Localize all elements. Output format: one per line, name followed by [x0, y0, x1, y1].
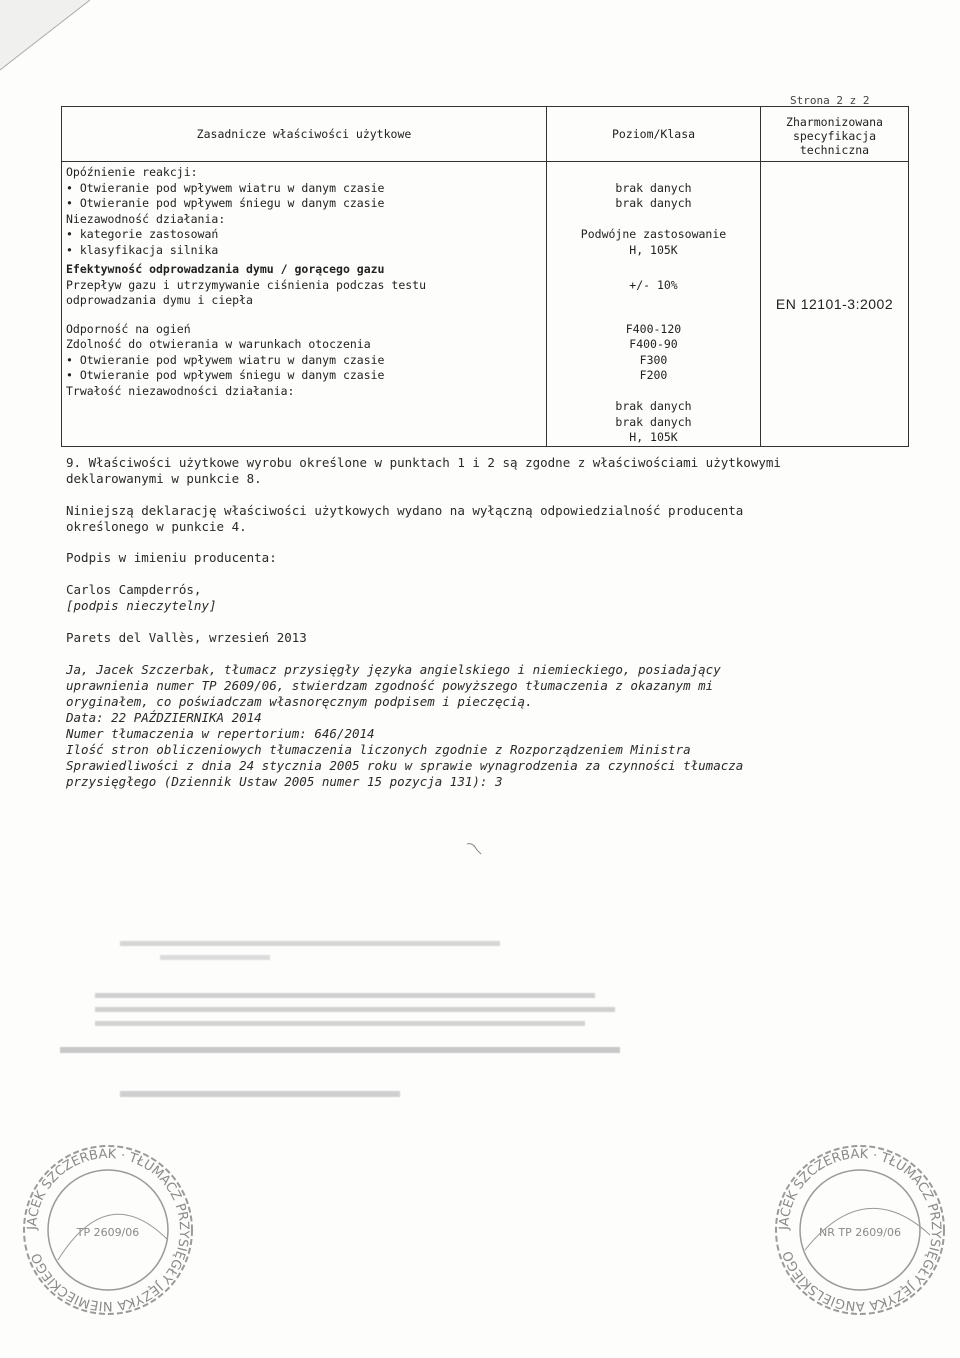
row-label: Przepływ gazu i utrzymywanie ciśnienia podczas testu	[66, 277, 427, 292]
header-level: Poziom/Klasa	[547, 107, 761, 162]
left-translator-stamp	[18, 1140, 198, 1320]
declaration-line1: Niniejszą deklarację właściwości użytkowych wydano na wyłączną odpowiedzialność producenta	[66, 503, 744, 518]
translator-line: Ja, Jacek Szczerbak, tłumacz przysięgły języka angielskiego i niemieckiego, posiadający	[66, 662, 721, 677]
row-label: Trwałość niezawodności działania:	[66, 383, 295, 398]
row-level: Podwójne zastosowanie	[580, 227, 727, 241]
row-level: F200	[639, 368, 668, 382]
row-level: F400-120	[625, 321, 682, 336]
row-level: F300	[639, 352, 668, 367]
row-label: • Otwieranie pod wpływem śniegu w danym czasie	[66, 368, 385, 382]
header-spec: Zharmonizowana specyfikacja techniczna	[761, 107, 909, 162]
signer-note: [podpis nieczytelny]	[66, 598, 217, 613]
row-level	[551, 384, 756, 400]
row-level	[551, 262, 756, 278]
row-level: F400-90	[629, 337, 678, 351]
row-label: • kategorie zastosowań	[66, 227, 219, 241]
bleed-through-text	[60, 935, 680, 1075]
translator-line: Numer tłumaczenia w repertorium: 646/2014	[66, 726, 375, 741]
right-translator-stamp	[770, 1140, 950, 1320]
row-level	[551, 165, 756, 181]
row-level: H, 105K	[629, 430, 678, 444]
row-level: brak danych	[615, 196, 692, 210]
point-9-line1: 9. Właściwości użytkowe wyrobu określone w punktach 1 i 2 są zgodne z właściwościami użytkowymi	[66, 455, 781, 470]
svg-text:NR TP 2609/06: NR TP 2609/06	[819, 1226, 901, 1239]
translator-line: oryginałem, co poświadczam własnoręcznym podpisem i pieczęcią.	[66, 694, 533, 709]
row-label: • Otwieranie pod wpływem śniegu w danym czasie	[66, 196, 385, 210]
row-level: H, 105K	[629, 242, 678, 257]
header-properties: Zasadnicze właściwości użytkowe	[62, 107, 547, 162]
bleed-through-text	[60, 1085, 420, 1105]
page-number: Strona 2 z 2	[790, 94, 870, 107]
levels-cell	[547, 162, 761, 447]
row-label: Efektywność odprowadzania dymu / gorącego gazu	[66, 262, 385, 276]
row-level: +/- 10%	[629, 277, 678, 292]
svg-text:JACEK SZCZERBAK · TŁUMACZ PRZY: JACEK SZCZERBAK · TŁUMACZ PRZYSIĘGŁY JĘZYKA ANGIELSKIEGO	[776, 1146, 944, 1314]
row-label: • Otwieranie pod wpływem wiatru w danym czasie	[66, 180, 385, 195]
properties-table	[61, 106, 909, 447]
row-label: Opóźnienie reakcji:	[66, 165, 198, 179]
row-level: brak danych	[615, 180, 692, 195]
declaration-line2: określonego w punkcie 4.	[66, 519, 247, 534]
signer-name: Carlos Campderrós,	[66, 582, 202, 597]
page-corner-mark	[0, 0, 120, 100]
svg-text:JACEK SZCZERBAK · TŁUMACZ PRZY: JACEK SZCZERBAK · TŁUMACZ PRZYSIĘGŁY JĘZYKA NIEMIECKIEGO	[24, 1146, 192, 1314]
row-label: • Otwieranie pod wpływem wiatru w danym czasie	[66, 352, 385, 367]
translator-line: przysięgłego (Dziennik Ustaw 2005 numer 15 pozycja 131): 3	[66, 774, 503, 789]
row-level: brak danych	[615, 414, 692, 429]
row-label: Niezawodność działania:	[66, 211, 226, 226]
place-date: Parets del Vallès, wrzesień 2013	[66, 630, 307, 645]
properties-cell	[62, 162, 547, 447]
row-level	[551, 293, 756, 309]
point-9-line2: deklarowanymi w punkcie 8.	[66, 471, 262, 486]
row-level	[551, 212, 756, 228]
signature-label: Podpis w imieniu producenta:	[66, 550, 277, 565]
translator-line: Data: 22 PAŹDZIERNIKA 2014	[66, 710, 262, 725]
spec-cell: EN 12101-3:2002	[761, 162, 909, 447]
row-label: • klasyfikacja silnika	[66, 242, 219, 257]
row-label: Zdolność do otwierania w warunkach otoczenia	[66, 337, 371, 351]
translator-line: uprawnienia numer TP 2609/06, stwierdzam zgodność powyższego tłumaczenia z okazanym mi	[66, 678, 714, 693]
row-label: odprowadzania dymu i ciepła	[66, 293, 253, 307]
row-label: Odporność na ogień	[66, 321, 191, 336]
row-level: brak danych	[615, 399, 692, 413]
translator-line: Sprawiedliwości z dnia 24 stycznia 2005 roku w sprawie wynagrodzenia za czynności tłumacza	[66, 758, 744, 773]
translator-line: Ilość stron obliczeniowych tłumaczenia liczonych zgodnie z Rozporządzeniem Ministra	[66, 742, 691, 757]
pen-mark	[465, 840, 485, 860]
svg-text:TP 2609/06: TP 2609/06	[76, 1226, 140, 1239]
